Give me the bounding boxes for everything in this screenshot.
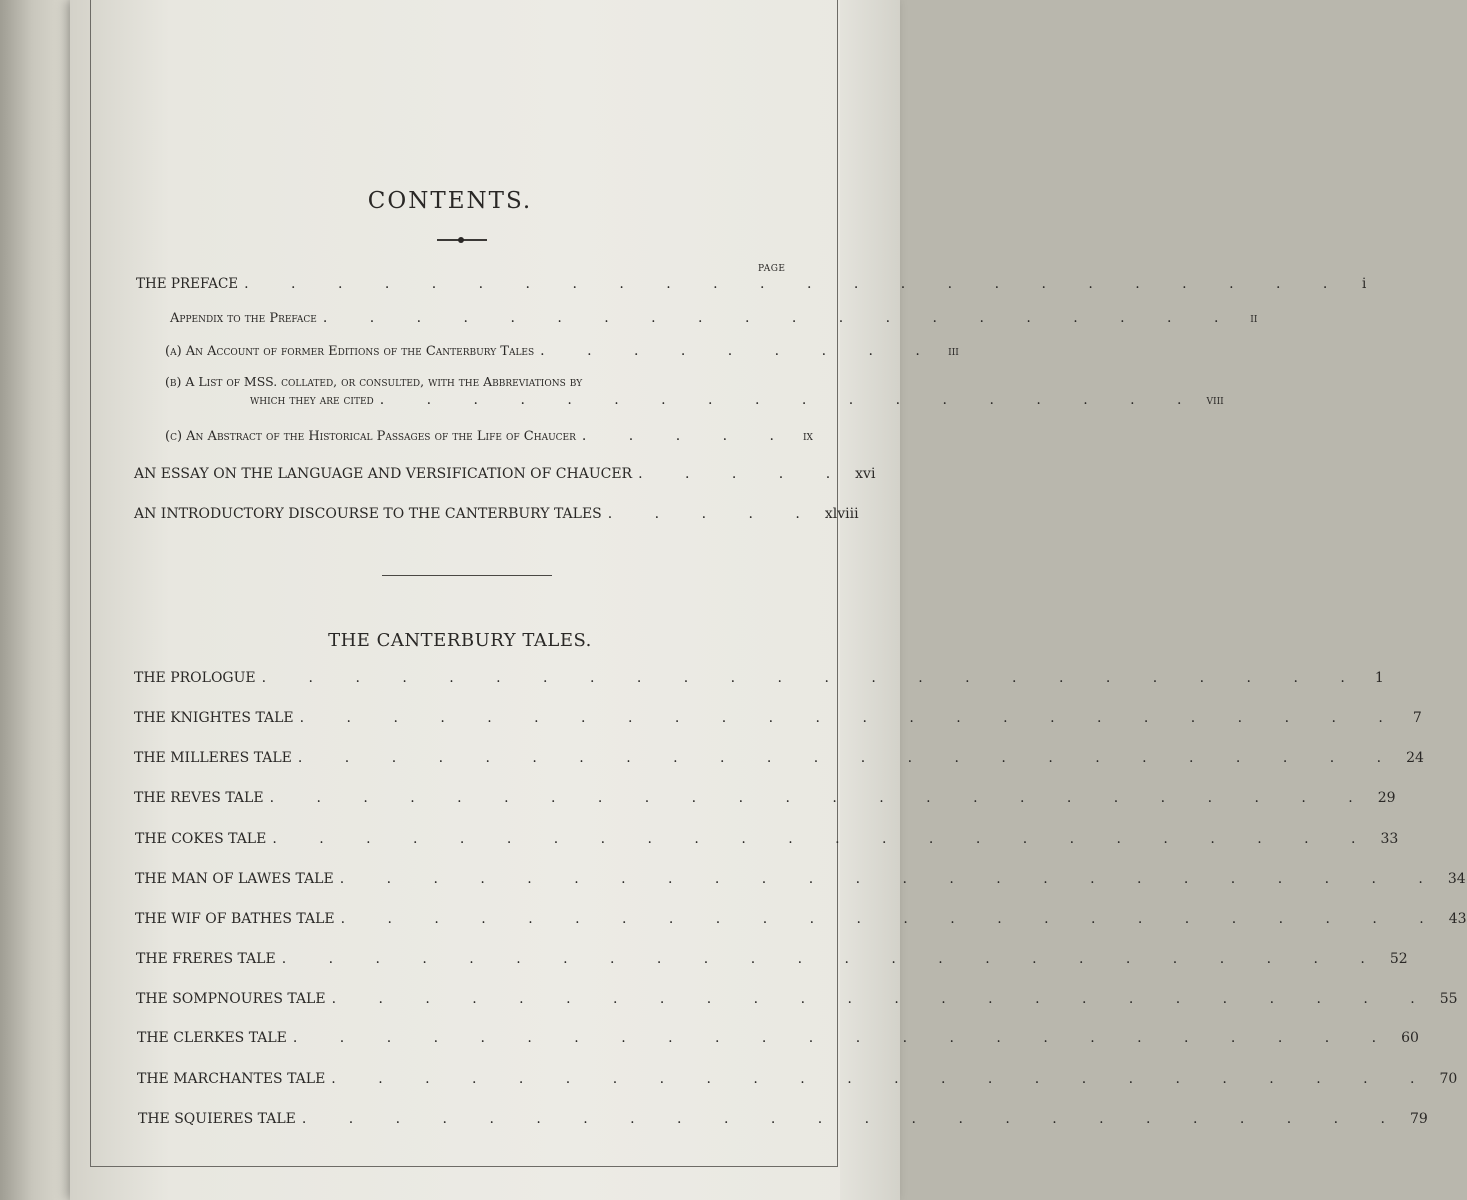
toc-entry-label: Appendix to the Preface <box>170 311 317 326</box>
toc-entry-tale <box>137 1030 1419 1046</box>
book-page <box>70 0 900 1200</box>
toc-entry-page: xlviii <box>824 506 859 522</box>
toc-entry-tale <box>134 670 1384 686</box>
leader-dots: . . . . . <box>581 428 793 444</box>
toc-entry-page: ix <box>802 429 813 444</box>
toc-entry-continuation <box>250 392 1224 408</box>
toc-entry-label: THE MARCHANTES TALE <box>137 1071 326 1087</box>
toc-entry-label: AN INTRODUCTORY DISCOURSE TO THE CANTERBURY TALES <box>134 506 602 522</box>
toc-entry-label-line1: (b) A List of MSS. collated, or consulted, with the Abbreviations by <box>165 374 583 389</box>
contents-heading: CONTENTS. <box>367 188 533 214</box>
leader-dots: . . . . . . . . . . . . . . . . . . . . . . . . <box>299 710 1402 726</box>
leader-dots: . . . . . . . . . . . . . . . . . . . . . . . . <box>272 831 1375 847</box>
toc-entry-tale <box>134 790 1396 806</box>
toc-entry-page: viii <box>1206 392 1224 407</box>
toc-entry-page: 7 <box>1412 710 1422 726</box>
toc-entry-page: i <box>1362 276 1367 292</box>
toc-entry-page: 43 <box>1448 911 1467 927</box>
toc-entry-page: 33 <box>1380 831 1399 847</box>
toc-entry-label: THE WIF OF BATHES TALE <box>135 911 335 927</box>
toc-entry-page: 60 <box>1401 1030 1419 1046</box>
toc-entry-label: THE PROLOGUE <box>134 670 256 686</box>
toc-entry-appendix <box>170 310 1258 326</box>
toc-entry-tale <box>137 1071 1458 1087</box>
toc-entry-page: iii <box>948 344 959 359</box>
toc-entry-label: THE REVES TALE <box>134 790 264 806</box>
toc-entry-introductory-discourse <box>134 506 859 522</box>
toc-entry-label: THE SOMPNOURES TALE <box>136 991 326 1007</box>
leader-dots: . . . . . . . . . . . . . . . . . . . . . . . . <box>331 991 1434 1007</box>
heading-ornament <box>437 239 487 241</box>
leader-dots: . . . . . <box>607 506 819 522</box>
next-page-edge <box>840 0 900 1200</box>
toc-entry-page: 34 <box>1447 871 1466 887</box>
toc-entry-page: 70 <box>1439 1071 1458 1087</box>
toc-entry-tale <box>135 831 1399 847</box>
toc-entry-preface <box>136 276 1367 292</box>
tales-heading: THE CANTERBURY TALES. <box>328 630 592 651</box>
toc-entry-label: THE MAN OF LAWES TALE <box>135 871 334 887</box>
toc-entry-page: 55 <box>1439 991 1458 1007</box>
leader-dots: . . . . . . . . . . . . . . . . . . . . <box>322 310 1238 326</box>
toc-entry-page: xvi <box>855 466 876 482</box>
section-divider <box>382 575 552 576</box>
toc-entry-label: (c) An Abstract of the Historical Passages of the Life of Chaucer <box>165 429 576 444</box>
toc-entry-tale <box>135 911 1467 927</box>
toc-entry-appendix-b <box>165 374 1224 408</box>
toc-entry-tale <box>136 951 1408 967</box>
toc-entry-label-line2: which they are cited <box>250 392 374 407</box>
toc-entry-label: THE CLERKES TALE <box>137 1030 287 1046</box>
leader-dots: . . . . . . . . . . . . . . . . . . . . . . . . <box>261 670 1364 686</box>
toc-entry-page: 1 <box>1374 670 1384 686</box>
toc-entry-tale <box>134 710 1422 726</box>
toc-entry-tale <box>135 871 1466 887</box>
leader-dots: . . . . . . . . . . . . . . . . . . . . . . . . <box>340 911 1443 927</box>
toc-entry-label: THE KNIGHTES TALE <box>134 710 294 726</box>
toc-entry-label: THE MILLERES TALE <box>134 750 292 766</box>
toc-entry-page: 29 <box>1377 790 1396 806</box>
toc-entry-label: THE COKES TALE <box>135 831 267 847</box>
leader-dots: . . . . . . . . . <box>540 343 939 359</box>
leader-dots: . . . . . . . . . . . . . . . . . . . . . . . . <box>269 790 1372 806</box>
toc-entry-page: 52 <box>1389 951 1408 967</box>
leader-dots: . . . . . . . . . . . . . . . . . . . . . . . . <box>297 750 1401 766</box>
toc-entry-label: THE SQUIERES TALE <box>138 1111 296 1127</box>
toc-entry-label: THE FRERES TALE <box>136 951 276 967</box>
leader-dots: . . . . . . . . . . . . . . . . . . . . . . . . <box>292 1030 1396 1046</box>
toc-entry-appendix-c <box>165 428 813 444</box>
toc-entry-essay <box>134 466 876 482</box>
toc-entry-label: AN ESSAY ON THE LANGUAGE AND VERSIFICATION OF CHAUCER <box>134 466 633 482</box>
leader-dots: . . . . . . . . . . . . . . . . . . . . . . . . <box>281 951 1384 967</box>
toc-entry-page: 79 <box>1410 1111 1428 1127</box>
leader-dots: . . . . . . . . . . . . . . . . . . . . . . . . <box>331 1071 1434 1087</box>
leader-dots: . . . . . . . . . . . . . . . . . . . . . . . . <box>301 1111 1405 1127</box>
toc-entry-tale <box>138 1111 1428 1127</box>
leader-dots: . . . . . . . . . . . . . . . . . . . . . . . . <box>244 276 1347 292</box>
toc-entry-tale <box>136 991 1458 1007</box>
toc-entry-page: ii <box>1250 311 1258 326</box>
page-column-label: PAGE <box>758 264 786 274</box>
toc-entry-label: (a) An Account of former Editions of the Canterbury Tales <box>165 344 535 359</box>
toc-entry-label: THE PREFACE <box>136 276 239 292</box>
toc-entry-appendix-a <box>165 343 959 359</box>
leader-dots: . . . . . <box>638 466 850 482</box>
toc-entry-page: 24 <box>1406 750 1424 766</box>
leader-dots: . . . . . . . . . . . . . . . . . . . . . . . . <box>339 871 1442 887</box>
toc-entry-tale <box>134 750 1424 766</box>
leader-dots: . . . . . . . . . . . . . . . . . . <box>379 392 1201 408</box>
